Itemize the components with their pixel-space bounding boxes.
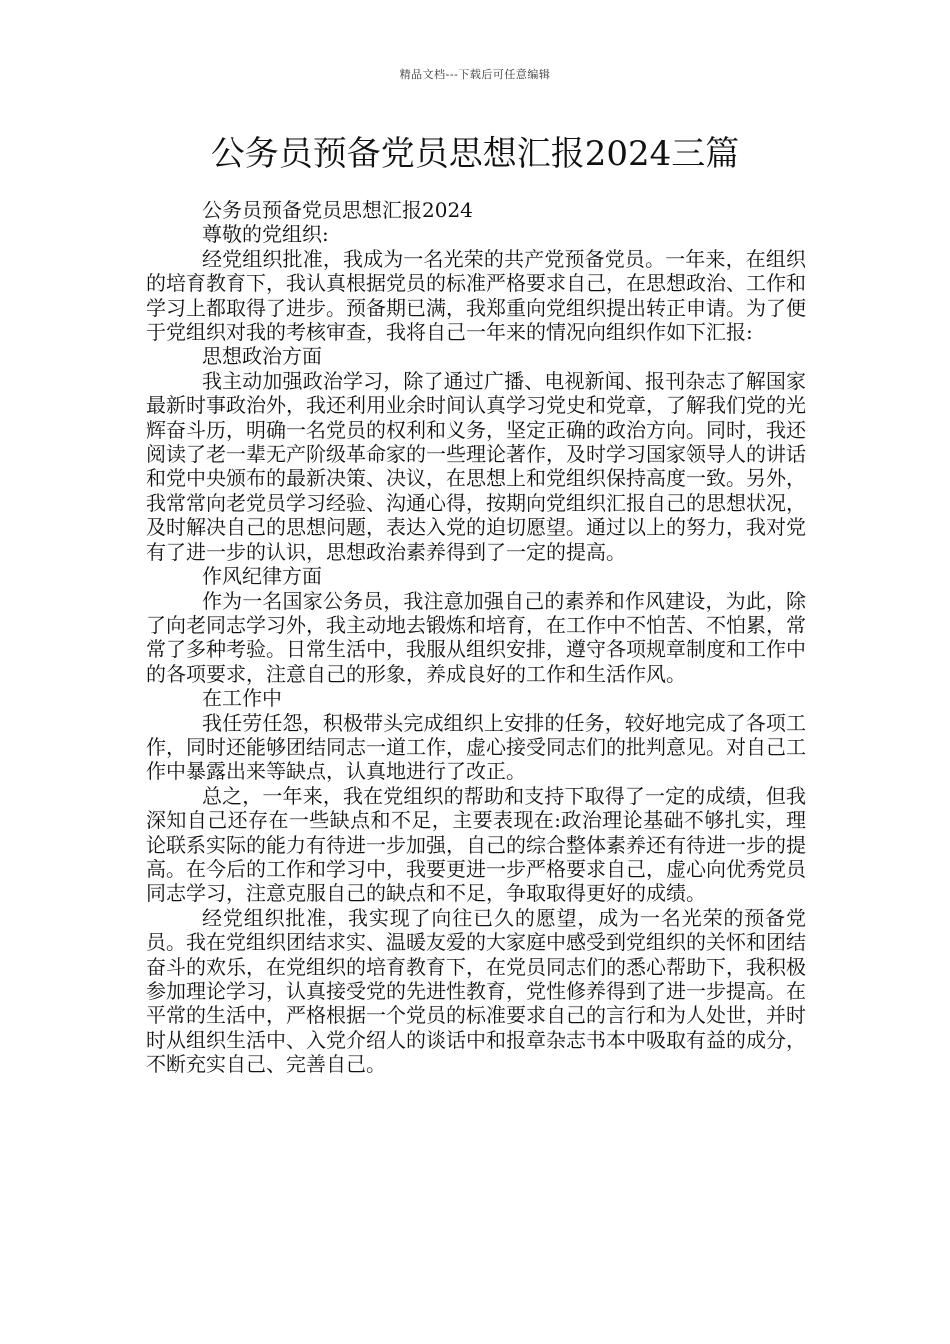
header-note: 精品文档---下载后可任意编辑 bbox=[399, 68, 551, 81]
body-paragraph: 经党组织批准，我实现了向往已久的愿望，成为一名光荣的预备党员。我在党组织团结求实、温暖友爱的大家庭中感受到党组织的关怀和团结奋斗的欢乐，在党组织的培育教育下，在党员同志们的悉心帮助下，我积极参加理论学习，认真接受党的先进性教育，党性修养得到了进一步提高。在平常的生活中，严格根据一个党员的标准要求自己的言行和为人处世，并时时从组织生活中、入党介绍人的谈话中和报章杂志书本中吸取有益的成分，不断充实自己、完善自己。 bbox=[146, 905, 806, 1077]
body-paragraph: 作为一名国家公务员，我注意加强自己的素养和作风建设，为此，除了向老同志学习外，我主动地去锻炼和培育，在工作中不怕苦、不怕累，常常了多种考验。日常生活中，我服从组织安排，遵守各项规章制度和工作中的各项要求，注意自己的形象，养成良好的工作和生活作风。 bbox=[146, 588, 806, 686]
section-heading: 在工作中 bbox=[202, 686, 282, 711]
body-paragraph: 我主动加强政治学习，除了通过广播、电视新闻、报刊杂志了解国家最新时事政治外，我还利用业余时间认真学习党史和党章，了解我们党的光辉奋斗历，明确一名党员的权利和义务，坚定正确的政治方向。同时，我还阅读了老一辈无产阶级革命家的一些理论著作，及时学习国家领导人的讲话和党中央颁布的最新决策、决议，在思想上和党组织保持高度一致。另外，我常常向老党员学习经验、沟通心得，按期向党组织汇报自己的思想状况，及时解决自己的思想问题，表达入党的迫切愿望。通过以上的努力，我对党有了进一步的认识，思想政治素养得到了一定的提高。 bbox=[146, 368, 806, 564]
section-heading: 作风纪律方面 bbox=[202, 564, 322, 589]
body-paragraph: 我任劳任怨，积极带头完成组织上安排的任务，较好地完成了各项工作，同时还能够团结同志一道工作，虚心接受同志们的批判意见。对自己工作中暴露出来等缺点，认真地进行了改正。 bbox=[146, 710, 806, 784]
document-title: 公务员预备党员思想汇报2024三篇 bbox=[210, 134, 740, 174]
body-paragraph: 总之，一年来，我在党组织的帮助和支持下取得了一定的成绩，但我深知自己还存在一些缺点和不足，主要表现在:政治理论基础不够扎实，理论联系实际的能力有待进一步加强，自己的综合整体素养还有待进一步的提高。在今后的工作和学习中，我要更进一步严格要求自己，虚心向优秀党员同志学习，注意克服自己的缺点和不足，争取取得更好的成绩。 bbox=[146, 783, 806, 906]
document-body bbox=[146, 198, 806, 1077]
subtitle-paragraph: 公务员预备党员思想汇报2024 bbox=[202, 198, 473, 222]
salutation-paragraph: 尊敬的党组织: bbox=[202, 222, 329, 247]
body-paragraph: 经党组织批准，我成为一名光荣的共产党预备党员。一年来，在组织的培育教育下，我认真根据党员的标准严格要求自己，在思想政治、工作和学习上都取得了进步。预备期已满，我郑重向党组织提出转正申请。为了便于党组织对我的考核审查，我将自己一年来的情况向组织作如下汇报: bbox=[146, 246, 806, 345]
section-heading: 思想政治方面 bbox=[202, 344, 322, 369]
